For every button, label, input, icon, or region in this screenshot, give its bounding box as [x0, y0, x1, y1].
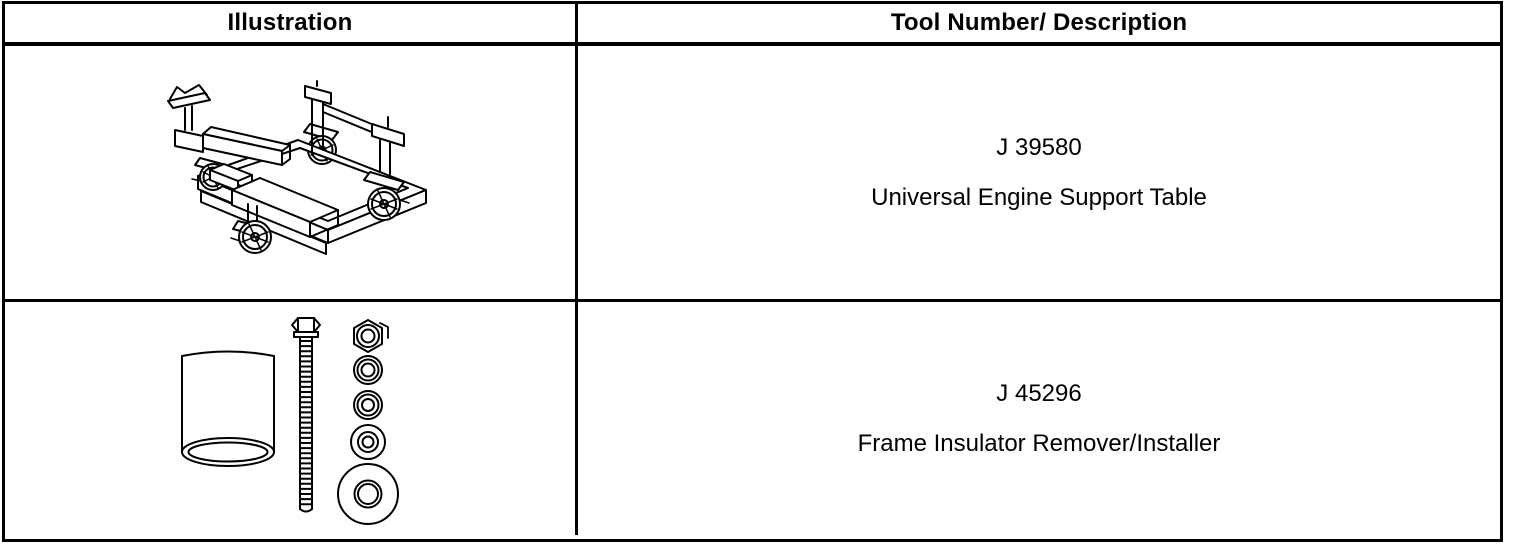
table-row-j39580 [5, 46, 1500, 302]
frame-insulator-tool-kit-illustration [166, 310, 426, 535]
special-tools-table [2, 1, 1503, 542]
forcing-bolt [292, 318, 320, 512]
tool-number: J 45296 [996, 379, 1082, 407]
illustration-cell-j39580 [5, 46, 578, 299]
washer-large [338, 464, 398, 524]
illustration-cell-j45296 [5, 302, 578, 535]
header-cell-illustration [5, 4, 578, 42]
table-header-row [5, 4, 1500, 46]
header-label-tool-number-description: Tool Number/ Description [890, 9, 1188, 36]
receiver-cylinder [182, 352, 274, 467]
washer-flanged [351, 425, 385, 459]
description-cell-j39580 [578, 46, 1500, 299]
washer-small [354, 356, 382, 384]
engine-support-table-illustration [158, 80, 438, 255]
engine-mount-fixture [168, 85, 290, 165]
tool-description: Universal Engine Support Table [871, 183, 1207, 211]
header-cell-tool-number-description [578, 4, 1500, 42]
tool-description: Frame Insulator Remover/Installer [857, 429, 1221, 457]
table-row-j45296 [5, 302, 1500, 535]
washer-medium [354, 391, 382, 419]
description-cell-j45296 [578, 302, 1500, 535]
header-label-illustration: Illustration [227, 9, 353, 36]
hex-nut [354, 320, 388, 352]
tool-number: J 39580 [996, 133, 1082, 161]
